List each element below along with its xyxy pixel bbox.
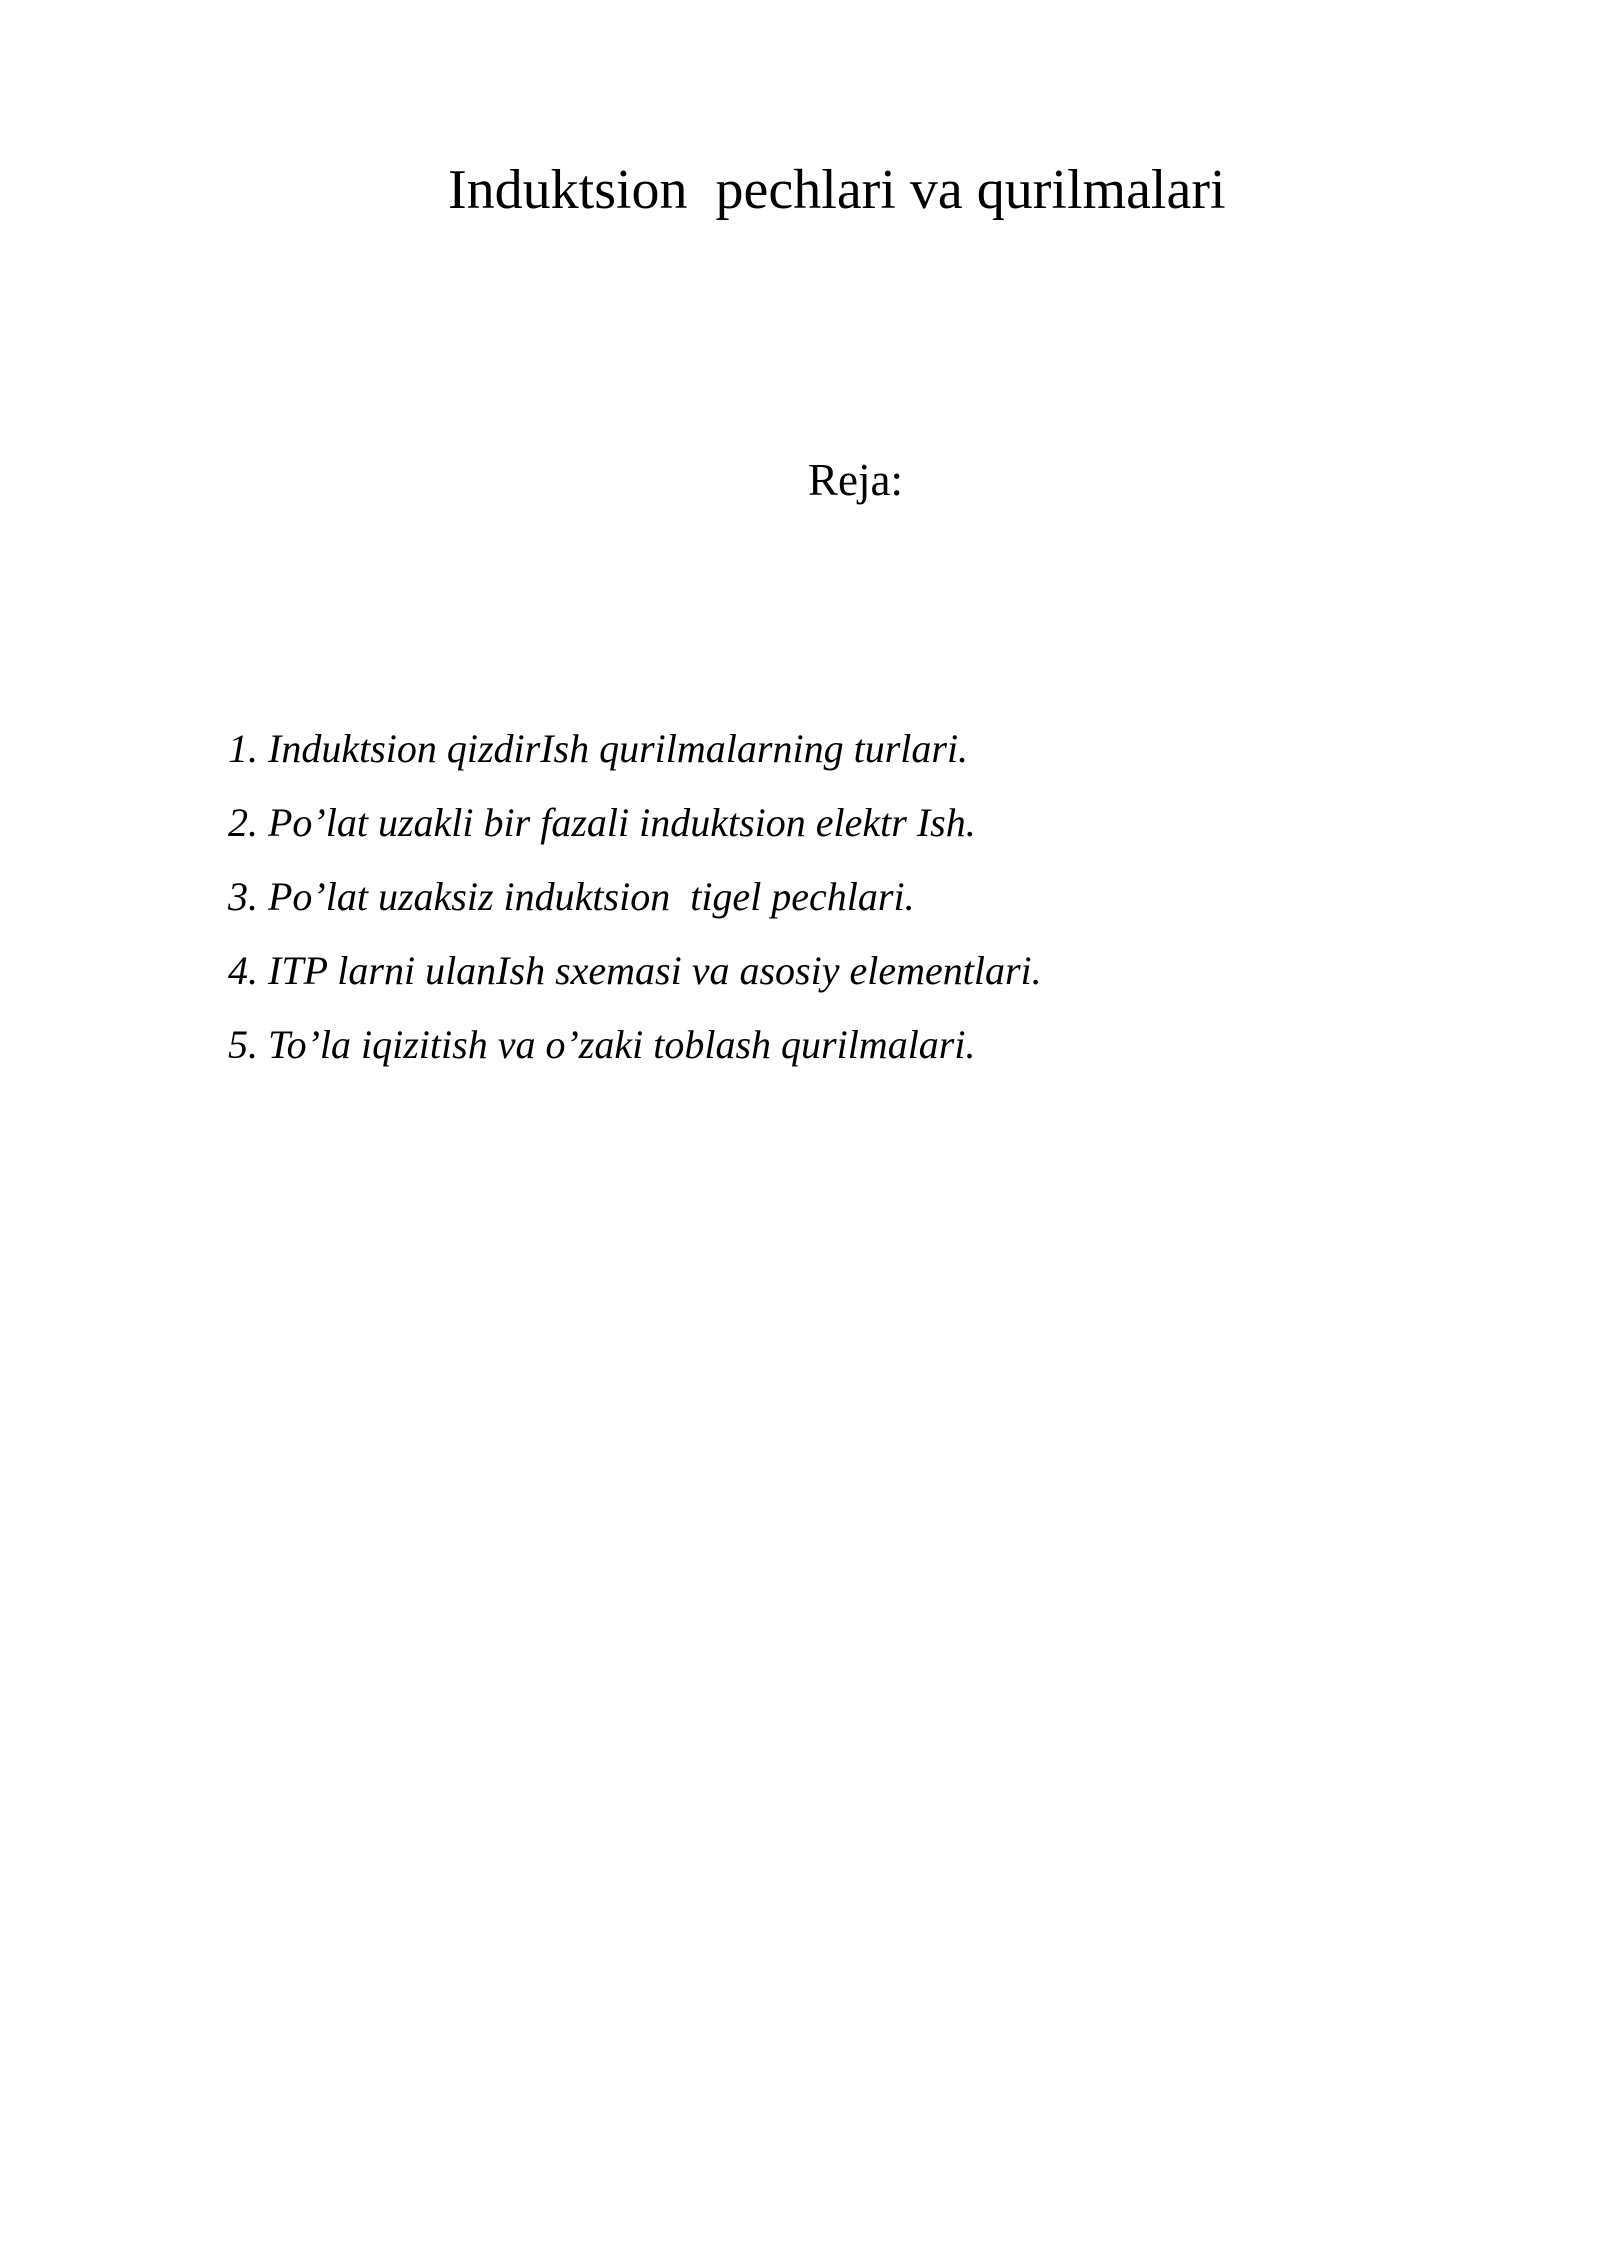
plan-item-5: 5. To’la iqizitish va o’zaki toblash qurilmalari.: [228, 1022, 976, 1067]
plan-heading: Reja:: [808, 455, 903, 505]
plan-item-4: 4. ITP larni ulanIsh sxemasi va asosiy elementlari.: [228, 948, 1042, 993]
plan-item-2: 2. Po’lat uzakli bir fazali induktsion elektr Ish.: [228, 800, 976, 845]
document-title: Induktsion pechlari va qurilmalari: [448, 159, 1226, 221]
plan-item-3: 3. Po’lat uzaksiz induktsion tigel pechlari.: [228, 874, 915, 919]
plan-list: [228, 712, 1042, 1082]
plan-item-1: 1. Induktsion qizdirIsh qurilmalarning turlari.: [228, 726, 969, 771]
